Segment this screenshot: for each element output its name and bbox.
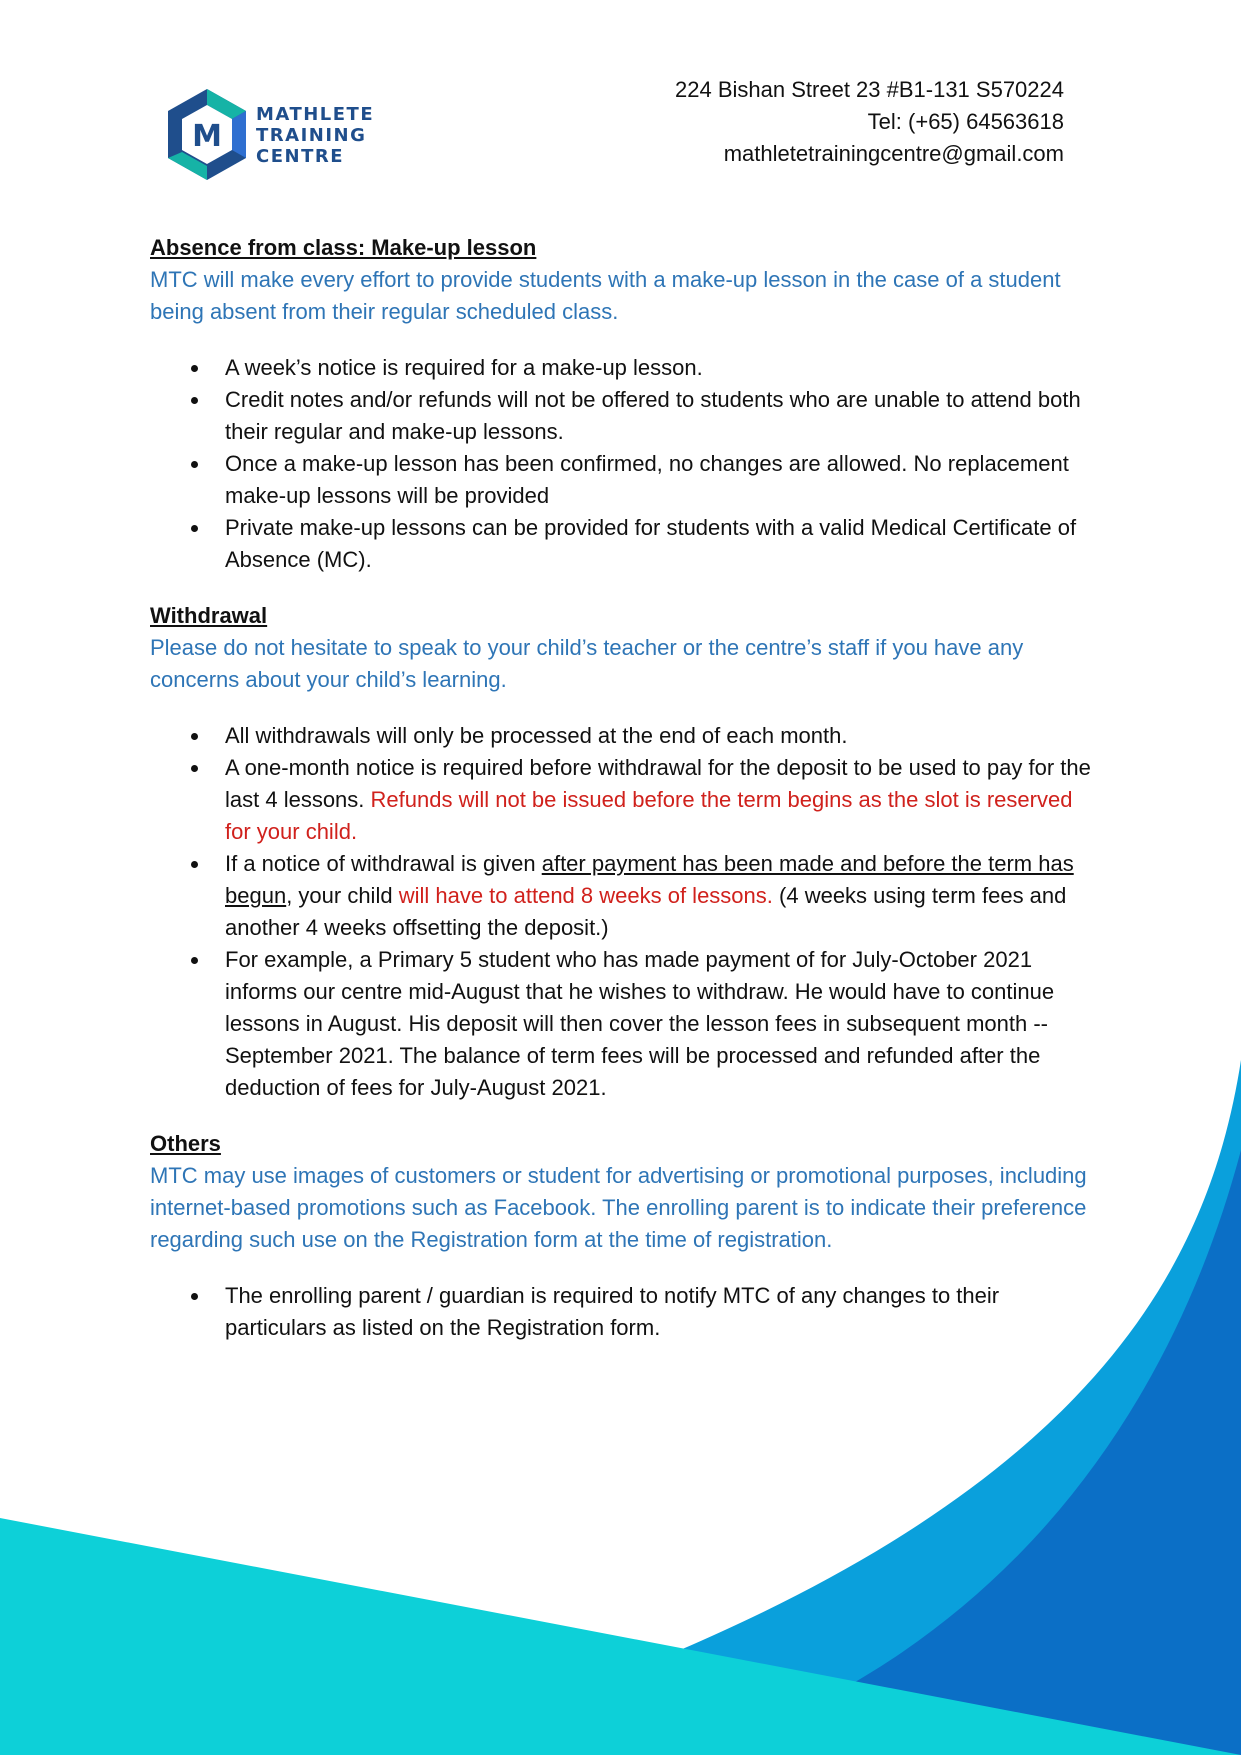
logo-wordmark: [256, 104, 374, 167]
withdrawal-lead: Please do not hesitate to speak to your child’s teacher or the centre’s staff if you have any concerns about your child’s learning.: [150, 635, 1024, 692]
list-item: For example, a Primary 5 student who has made payment of for July-October 2021 informs our centre mid-August that he wishes to withdraw. He would have to continue lessons in August. His deposit will then cover the lesson fees in subsequent month -- September 2021. The balance of term fees will be processed and refunded after the deduction of fees for July-August 2021.: [225, 944, 1095, 1104]
contact-tel: Tel: (+65) 64563618: [867, 109, 1064, 134]
logo-line-2: TRAINING: [256, 125, 367, 146]
logo-line-1: MATHLETE: [256, 104, 375, 125]
withdrawal-list: [150, 720, 1095, 1104]
contact-address: 224 Bishan Street 23 #B1-131 S570224: [675, 77, 1064, 102]
refund-warning-text: Refunds will not be issued before the term begins as the slot is reserved for your child.: [225, 787, 1073, 844]
logo-letter: M: [192, 119, 222, 154]
bullet-text: A one-month notice is required before withdrawal for the deposit to be used to pay for the last 4 lessons.: [225, 755, 1091, 812]
contact-block: [675, 74, 1064, 170]
others-heading: Others: [150, 1131, 221, 1156]
bullet-text: , your child: [286, 883, 399, 908]
withdrawal-heading: Withdrawal: [150, 603, 268, 628]
withdrawal-section: [150, 600, 1095, 1104]
list-item: [225, 848, 1095, 944]
policy-content: [150, 232, 1095, 1368]
others-section: [150, 1128, 1095, 1344]
bullet-text: (4 weeks using term fees and another 4 weeks offsetting the deposit.): [225, 883, 1067, 940]
absence-section: [150, 232, 1095, 576]
others-list: [150, 1280, 1095, 1344]
absence-heading: Absence from class: Make-up lesson: [150, 235, 537, 260]
list-item: Once a make-up lesson has been confirmed, no changes are allowed. No replacement make-up lessons will be provided: [225, 448, 1095, 512]
attendance-warning-text: will have to attend 8 weeks of lessons.: [398, 883, 773, 908]
list-item: [225, 752, 1095, 848]
list-item: All withdrawals will only be processed at the end of each month.: [225, 720, 1095, 752]
list-item: Credit notes and/or refunds will not be offered to students who are unable to attend both their regular and make-up lessons.: [225, 384, 1095, 448]
underlined-condition-text: after payment has been made and before the term has begun: [225, 851, 1074, 908]
absence-list: [150, 352, 1095, 576]
mtc-logo: [162, 86, 392, 186]
list-item: The enrolling parent / guardian is required to notify MTC of any changes to their particulars as listed on the Registration form.: [225, 1280, 1095, 1344]
mtc-hexagon-logo-icon: [162, 86, 252, 186]
logo-line-3: CENTRE: [256, 146, 345, 167]
list-item: Private make-up lessons can be provided for students with a valid Medical Certificate of Absence (MC).: [225, 512, 1095, 576]
bullet-text: If a notice of withdrawal is given: [225, 851, 542, 876]
others-lead: MTC may use images of customers or student for advertising or promotional purposes, including internet-based promotions such as Facebook. The enrolling parent is to indicate their preference regarding such use on the Registration form at the time of registration.: [150, 1163, 1087, 1252]
absence-lead: MTC will make every effort to provide students with a make-up lesson in the case of a student being absent from their regular scheduled class.: [150, 267, 1061, 324]
list-item: A week’s notice is required for a make-up lesson.: [225, 352, 1095, 384]
contact-email: mathletetrainingcentre@gmail.com: [723, 141, 1064, 166]
